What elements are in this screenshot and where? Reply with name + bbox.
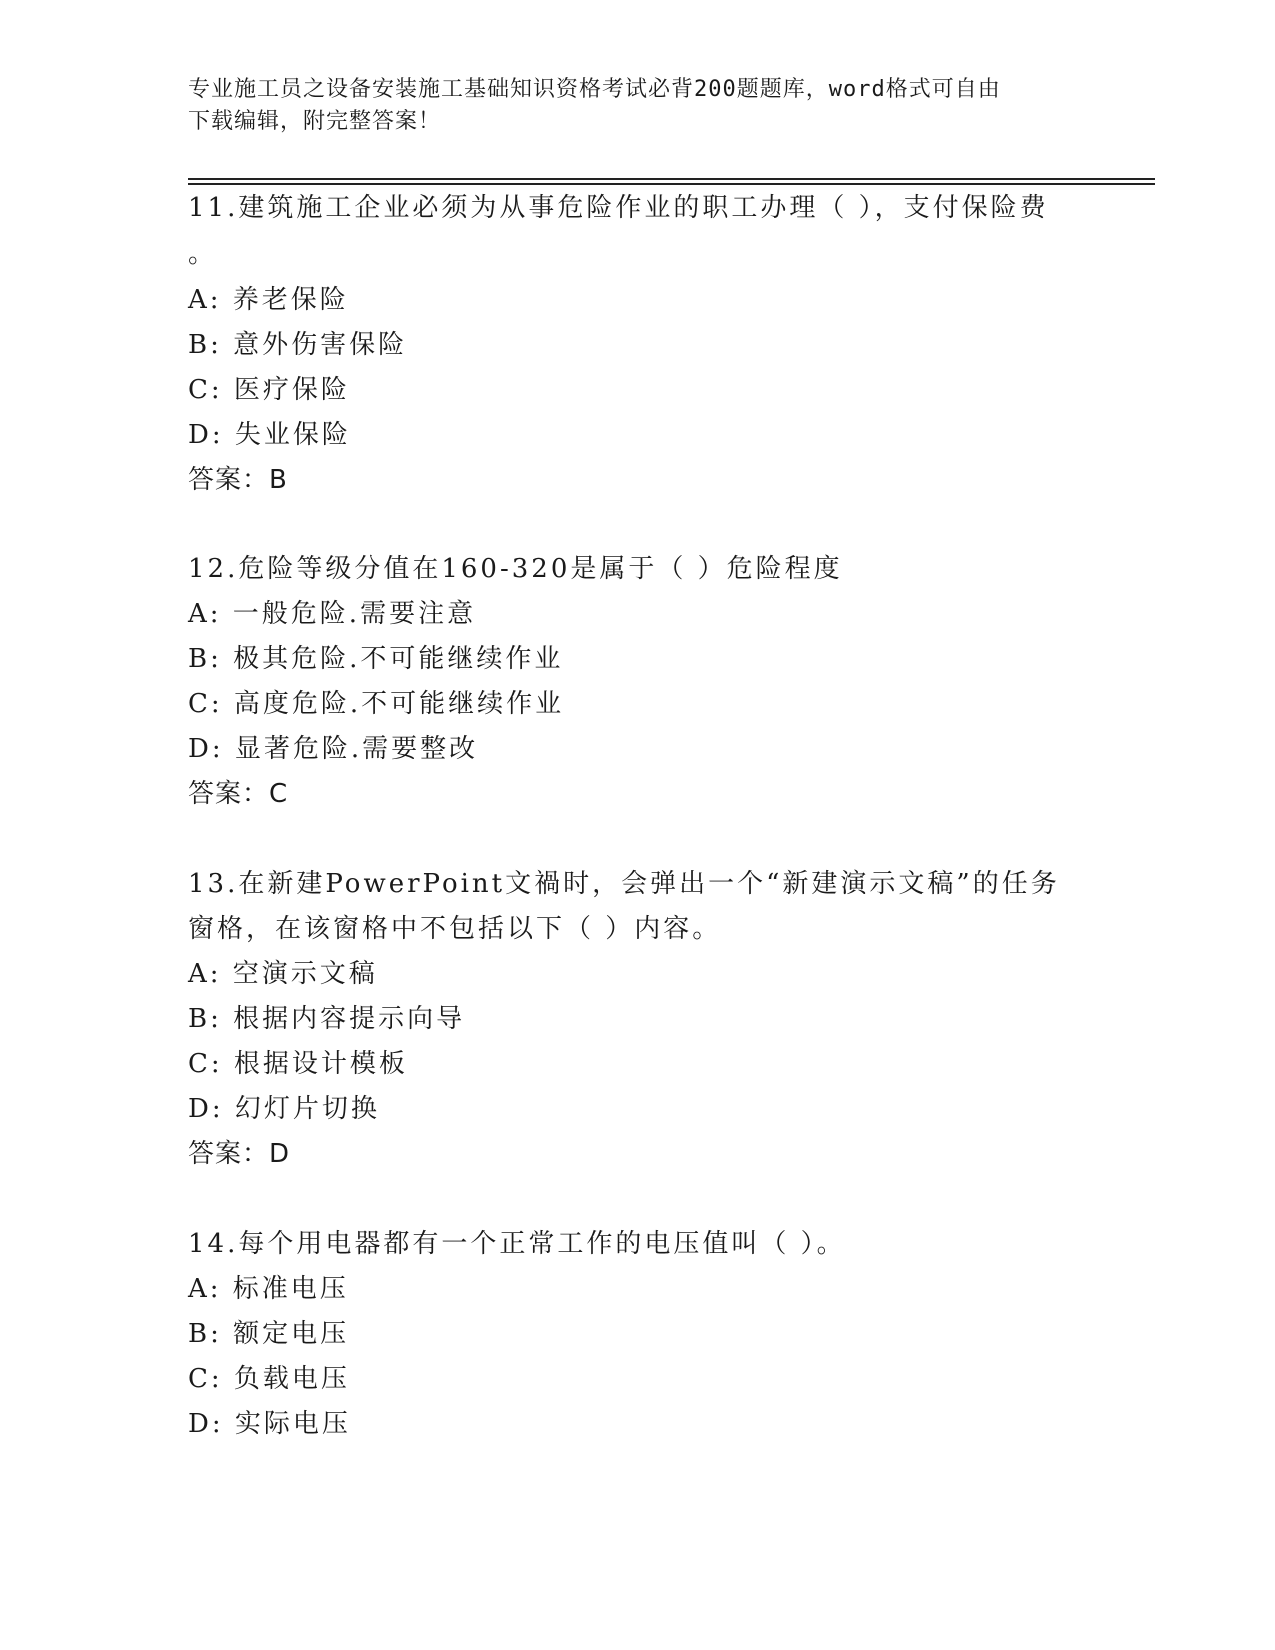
question-11-stem-line-2: 。 [188, 239, 218, 269]
question-13-option-a: A: 空演示文稿 [188, 959, 378, 989]
question-11-answer: 答案：B [188, 465, 288, 495]
header-divider-bottom [188, 183, 1155, 185]
question-14-option-d: D: 实际电压 [188, 1409, 351, 1439]
question-12-option-c: C: 高度危险.不可能继续作业 [188, 689, 565, 719]
question-14-option-b: B: 额定电压 [188, 1319, 350, 1349]
question-11-stem-line-1: 11.建筑施工企业必须为从事危险作业的职工办理（ ），支付保险费 [188, 193, 1049, 223]
header-line-1: 专业施工员之设备安装施工基础知识资格考试必背200题题库，word格式可自由 [188, 77, 1001, 102]
question-11-option-c: C: 医疗保险 [188, 375, 350, 405]
question-13-answer: 答案：D [188, 1139, 291, 1169]
question-13-stem-line-2: 窗格，在该窗格中不包括以下（ ）内容。 [188, 914, 722, 944]
question-11-option-b: B: 意外伤害保险 [188, 330, 408, 360]
question-14-stem-line-1: 14.每个用电器都有一个正常工作的电压值叫（ ）。 [188, 1229, 846, 1259]
question-12-option-b: B: 极其危险.不可能继续作业 [188, 644, 564, 674]
question-13-option-b: B: 根据内容提示向导 [188, 1004, 466, 1034]
question-14-option-a: A: 标准电压 [188, 1274, 349, 1304]
question-11-option-a: A: 养老保险 [188, 285, 349, 315]
question-14-option-c: C: 负载电压 [188, 1364, 350, 1394]
question-12-option-a: A: 一般危险.需要注意 [188, 599, 477, 629]
document-header [188, 74, 1068, 138]
question-13-option-c: C: 根据设计模板 [188, 1049, 408, 1079]
question-11-option-d: D: 失业保险 [188, 420, 351, 450]
header-divider-top [188, 178, 1155, 180]
question-13-option-d: D: 幻灯片切换 [188, 1094, 380, 1124]
header-line-2: 下载编辑，附完整答案！ [188, 109, 442, 134]
question-13-stem-line-1: 13.在新建PowerPoint文禍时，会弹出一个“新建演示文稿”的任务 [188, 869, 1060, 899]
question-12-stem-line-1: 12.危险等级分值在160-320是属于（ ）危险程度 [188, 554, 843, 584]
question-12-answer: 答案：C [188, 779, 289, 809]
question-12-option-d: D: 显著危险.需要整改 [188, 734, 479, 764]
